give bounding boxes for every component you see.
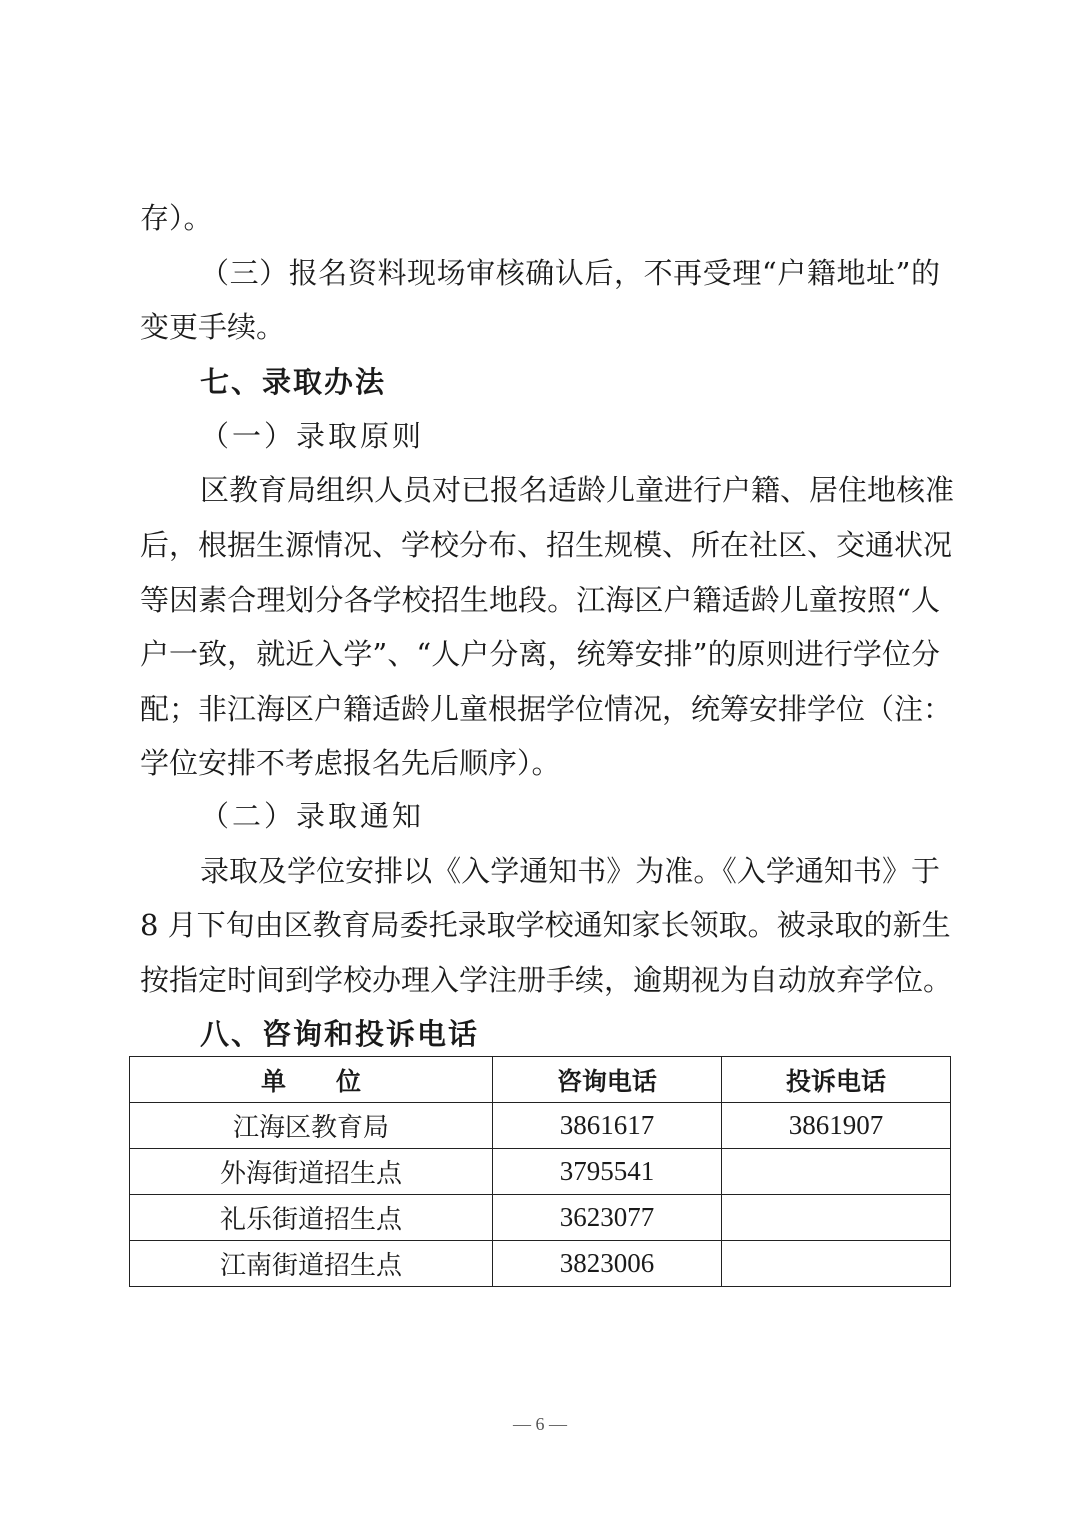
dash-left: — [513,1414,536,1434]
cell-unit: 江海区教育局 [130,1103,493,1149]
table-row [130,1241,951,1287]
cell-consult-phone: 3823006 [492,1241,721,1287]
text-line: 学位安排不考虑报名先后顺序）。 [140,746,561,780]
header-unit: 单 位 [130,1057,493,1103]
text-line: 按指定时间到学校办理入学注册手续，逾期视为自动放弃学位。 [140,963,953,997]
contact-table [129,1056,951,1287]
table-row [130,1149,951,1195]
text-line: 等因素合理划分各学校招生地段。江海区户籍适龄儿童按照“人 [140,583,940,617]
header-complaint-phone: 投诉电话 [721,1057,950,1103]
cell-unit: 礼乐街道招生点 [130,1195,493,1241]
section-heading-7: 七、录取办法 [200,365,387,399]
text-line: 变更手续。 [140,310,286,344]
subheading-admission-notice: （二）录取通知 [200,799,425,833]
cell-unit: 外海街道招生点 [130,1149,493,1195]
table-row [130,1195,951,1241]
table-header-row [130,1057,951,1103]
cell-complaint-phone: 3861907 [721,1103,950,1149]
text-line: 存）。 [140,201,213,235]
cell-unit: 江南街道招生点 [130,1241,493,1287]
text-line: 后，根据生源情况、学校分布、招生规模、所在社区、交通状况 [140,528,953,562]
section-heading-8: 八、咨询和投诉电话 [200,1017,480,1051]
cell-complaint-phone [721,1195,950,1241]
cell-consult-phone: 3861617 [492,1103,721,1149]
page-number [0,1414,1080,1435]
page-number-value: 6 [535,1414,545,1434]
header-consult-phone: 咨询电话 [492,1057,721,1103]
cell-complaint-phone [721,1241,950,1287]
dash-right: — [544,1414,567,1434]
text-line: 8 月下旬由区教育局委托录取学校通知家长领取。被录取的新生 [140,908,951,942]
text-line: （三）报名资料现场审核确认后，不再受理“户籍地址”的 [200,256,940,290]
cell-consult-phone: 3795541 [492,1149,721,1195]
text-line: 录取及学位安排以《入学通知书》为准。《入学通知书》于 [200,854,940,888]
text-line: 配；非江海区户籍适龄儿童根据学位情况，统筹安排学位（注： [140,692,953,726]
text-line: 户一致，就近入学”、“人户分离，统筹安排”的原则进行学位分 [140,637,940,671]
cell-complaint-phone [721,1149,950,1195]
table-row [130,1103,951,1149]
text-line: 区教育局组织人员对已报名适龄儿童进行户籍、居住地核准 [200,473,955,507]
subheading-admission-principle: （一）录取原则 [200,419,425,453]
cell-consult-phone: 3623077 [492,1195,721,1241]
